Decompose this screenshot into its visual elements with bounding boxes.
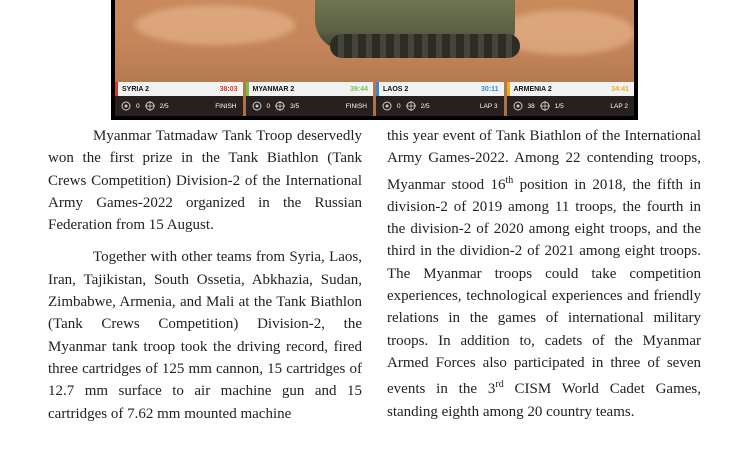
team-time: 39:44 <box>350 85 368 93</box>
miss-count: 38 <box>527 102 535 110</box>
crosshair-icon <box>406 101 416 111</box>
article-left-column <box>48 125 362 425</box>
dust-cloud <box>135 5 295 45</box>
target-icon <box>513 101 523 111</box>
paragraph: Myanmar Tatmadaw Tank Troop deservedly won the first prize in the Tank Biathlon (Tank Crews Competition) Division-2 of the International Army Games-2022 organized in the Russian Federation from 15 August. <box>48 128 362 234</box>
miss-count: 0 <box>266 102 271 110</box>
miss-count: 0 <box>397 102 401 110</box>
text-run: this year event of Tank Biathlon of the International Army Games-2022. Among 22 contending troops, Myanmar stood 16 <box>387 128 701 193</box>
superscript: rd <box>495 379 504 391</box>
miss-count: 0 <box>136 102 140 110</box>
tank-photo <box>111 0 638 120</box>
scoreboard-card <box>115 82 243 116</box>
hit-score: 2/5 <box>420 102 430 110</box>
team-name: LAOS 2 <box>383 85 409 93</box>
team-name: MYANMAR 2 <box>252 85 295 93</box>
hit-score: 2/5 <box>159 102 169 110</box>
paragraph <box>387 125 701 423</box>
scoreboard-card <box>246 82 374 116</box>
team-name: SYRIA 2 <box>122 85 149 93</box>
tank-track <box>330 34 520 58</box>
target-icon <box>382 101 392 111</box>
team-time: 38:03 <box>219 85 238 93</box>
crosshair-icon <box>540 101 550 111</box>
text-run: position in 2018, the fifth in division-2 of 2019 among 11 troops, the fourth in the division-2 of 2020 among eight troops, and the third in the dividion-2 of 2021 among eight troops. The Myanmar troops could take competition experiences, technological experiences and friendly relations in the games of international military troops. In addition to, cadets of the Myanmar Armed Forces also participated in three of seven events in the 3 <box>387 176 701 398</box>
hit-score: 3/5 <box>290 102 300 110</box>
scoreboard-overlay <box>115 82 634 116</box>
paragraph: Together with other teams from Syria, Laos, Iran, Tajikistan, South Ossetia, Abkhazia, Sudan, Zimbabwe, Armenia, and Mali at the Tank Biathlon (Tank Crews Competition) Division-2, the Myanmar tank troop took the driving record, fired three cartridges of 125 mm cannon, 15 cartridges of 12.7 mm surface to air machine gun and 15 cartridges of 7.62 mm mounted machine <box>48 249 362 422</box>
article-right-column <box>387 125 701 423</box>
team-time: 30:11 <box>480 85 499 93</box>
target-icon <box>121 101 131 111</box>
crosshair-icon <box>275 101 285 111</box>
hit-score: 1/5 <box>554 102 564 110</box>
text-run: CISM World Cadet Games, standing eighth among 20 country teams. <box>387 381 701 420</box>
race-status: LAP 2 <box>610 102 628 110</box>
scoreboard-card <box>507 82 635 116</box>
race-status: FINISH <box>345 102 367 110</box>
race-status: FINISH <box>215 102 237 110</box>
team-name: ARMENIA 2 <box>513 85 552 93</box>
team-time: 34:41 <box>611 85 629 93</box>
race-status: LAP 3 <box>479 102 498 110</box>
target-icon <box>252 101 262 111</box>
scoreboard-card <box>376 82 504 116</box>
crosshair-icon <box>145 101 155 111</box>
superscript: th <box>505 174 514 186</box>
